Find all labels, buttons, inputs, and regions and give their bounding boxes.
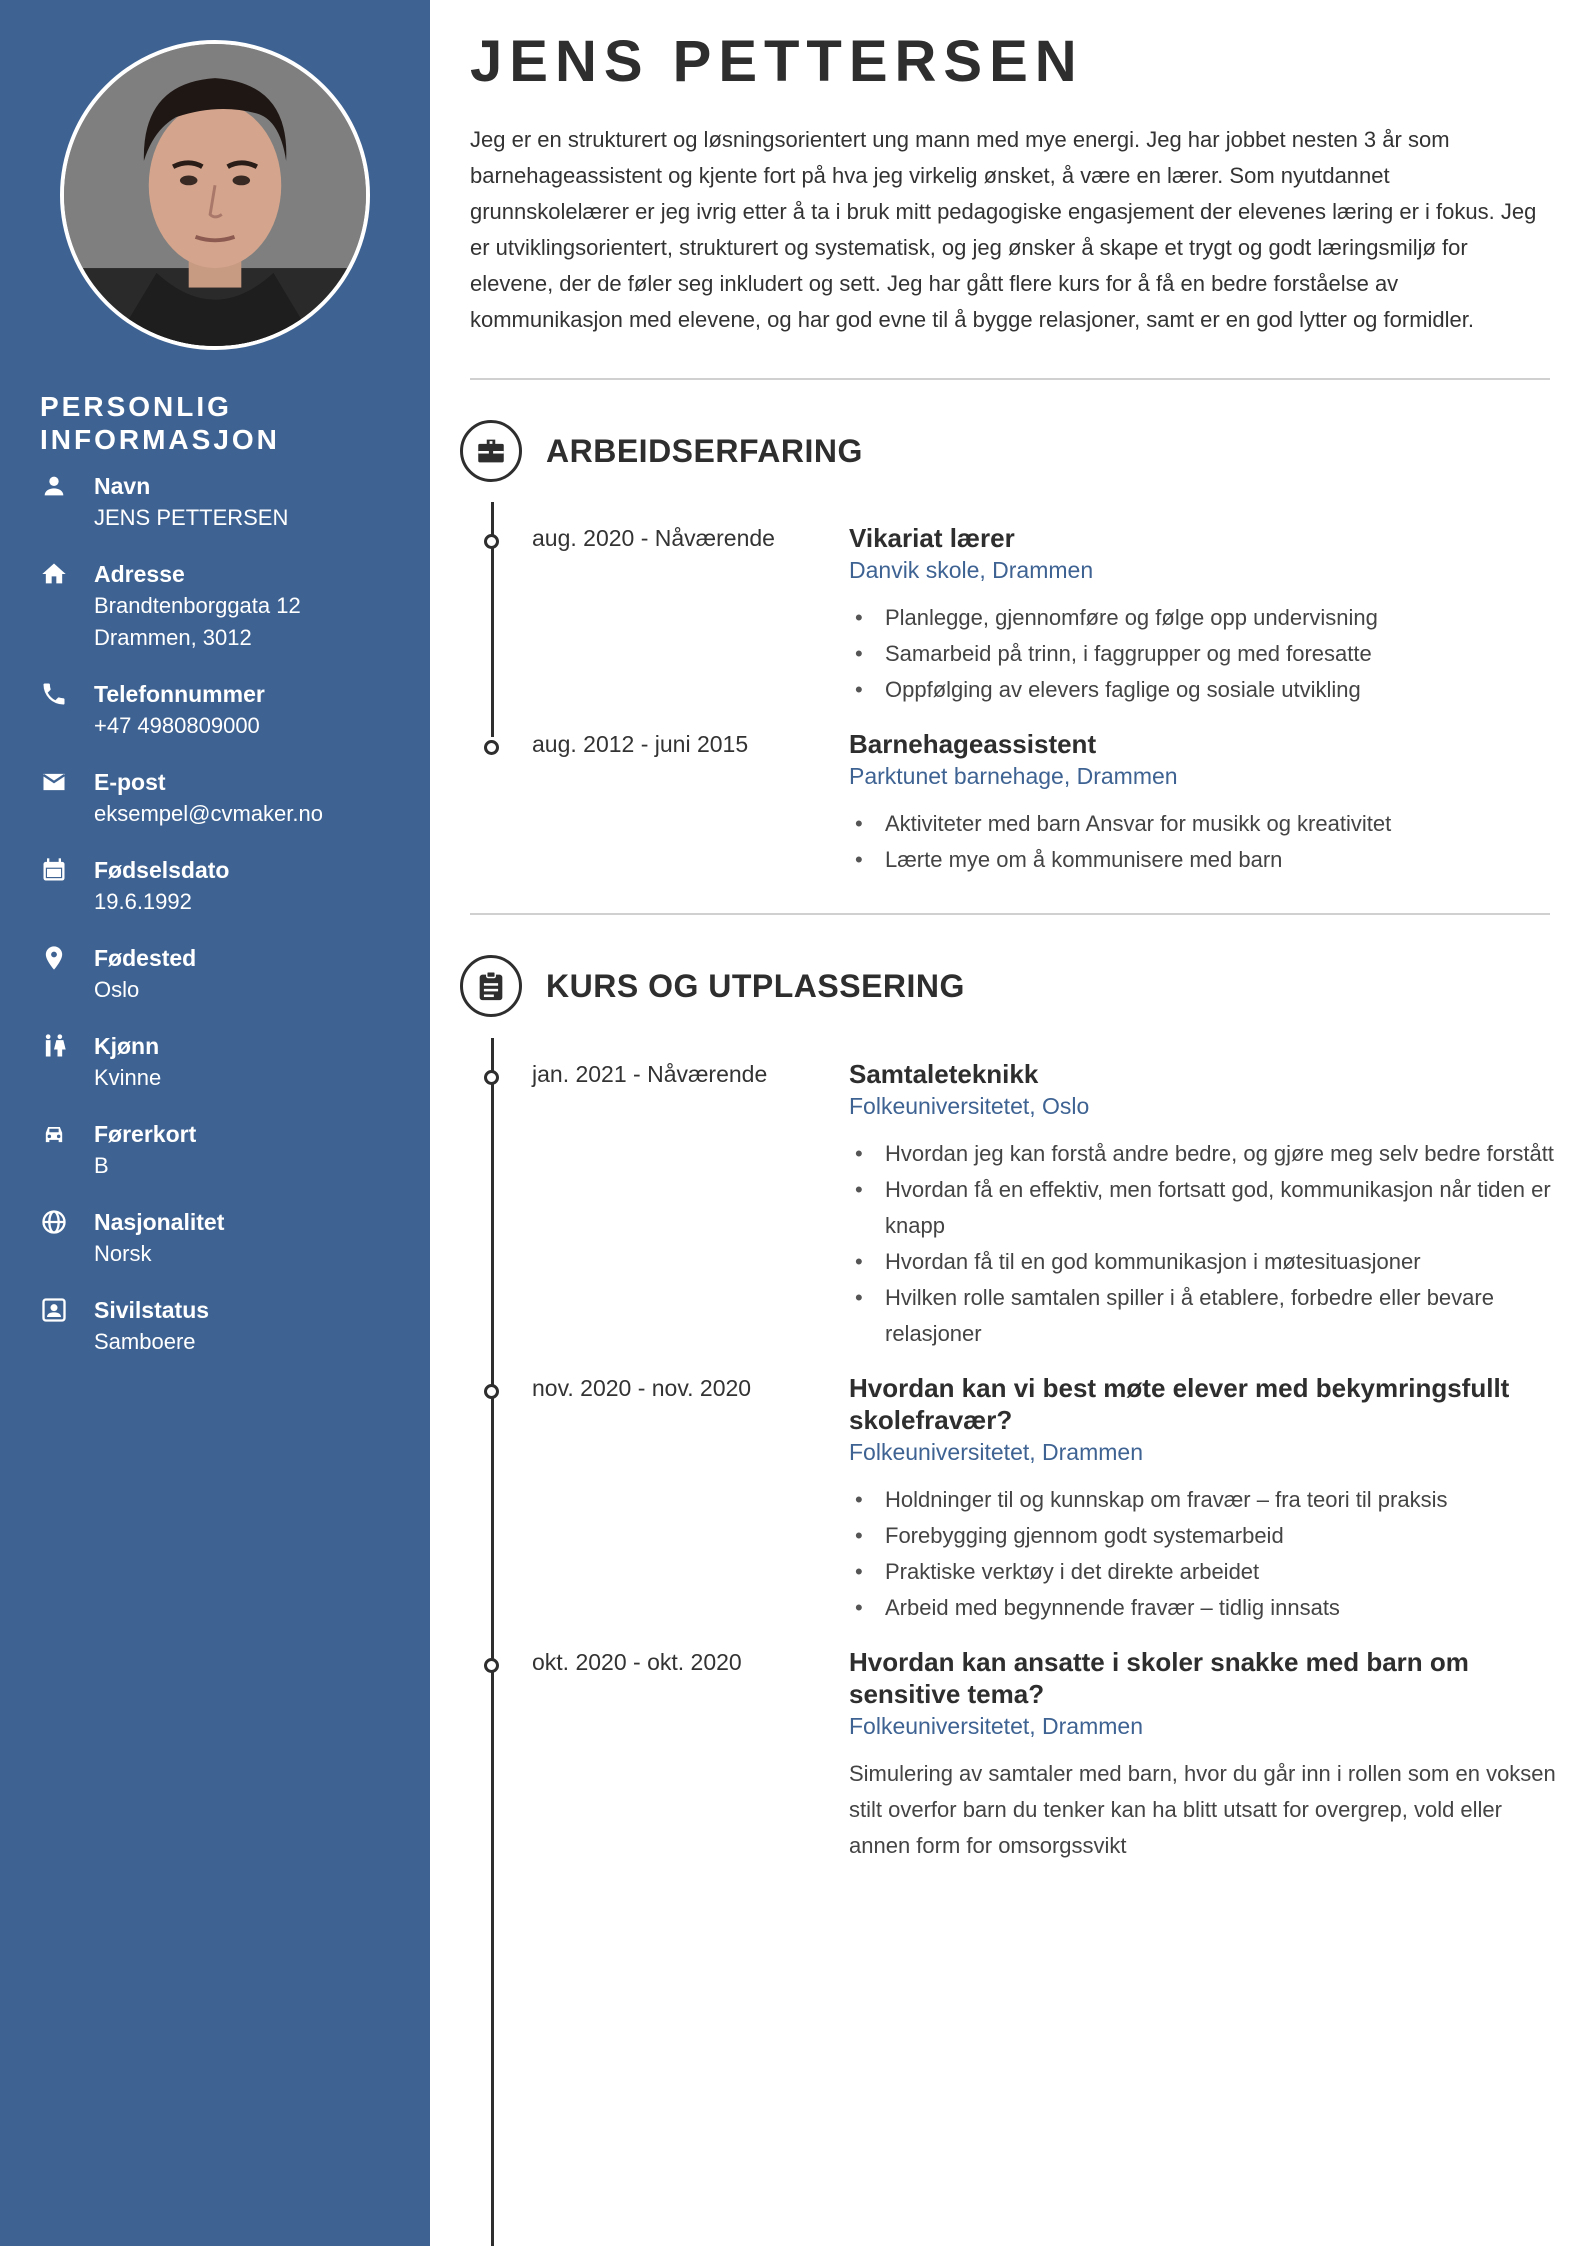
info-value: Oslo [94,977,140,1002]
work-section-title: ARBEIDSERFARING [546,432,863,469]
bullet-item: • Hvordan få en effektiv, men fortsatt god, kommunikasjon når tiden er knapp [849,1172,1559,1244]
entry-bullets [849,1482,1559,1626]
bullet-item: • Lærte mye om å kommunisere med barn [849,842,1559,878]
bullet-item: • Oppfølging av elevers faglige og sosiale utvikling [849,672,1559,708]
gender-icon [40,1032,68,1060]
info-value: Kvinne [94,1065,162,1090]
entry-date: nov. 2020 - nov. 2020 [532,1375,752,1401]
info-label: Telefonnummer [94,681,265,707]
entry-title: Hvordan kan ansatte i skoler snakke med barn om sensitive tema? [849,1647,1469,1709]
entry-bullets [849,806,1559,878]
mail-icon [40,768,68,796]
info-label: Adresse [94,561,185,587]
bullet-item: • Samarbeid på trinn, i faggrupper og med foresatte [849,636,1559,672]
courses-section-title: KURS OG UTPLASSERING [546,967,965,1004]
entry-organization: Parktunet barnehage, Drammen [849,763,1178,789]
info-item-name [40,470,410,534]
full-name: JENS PETTERSEN [470,29,1084,94]
bullet-item: • Forebygging gjennom godt systemarbeid [849,1518,1559,1554]
timeline-dot [484,1384,499,1399]
phone-icon [40,680,68,708]
divider [470,378,1550,380]
info-item-nationality [40,1206,410,1270]
car-icon [40,1120,68,1148]
info-label: Fødselsdato [94,857,230,883]
timeline-dot [484,1070,499,1085]
entry-date: jan. 2021 - Nåværende [532,1061,768,1087]
home-icon [40,560,68,588]
entry-description: Simulering av samtaler med barn, hvor du går inn i rollen som en voksen stilt overfor barn du tenker kan ha blitt utsatt for overgrep, vold eller annen form for omsorgssvikt [849,1761,1556,1858]
entry-title: Hvordan kan vi best møte elever med bekymringsfullt skolefravær? [849,1373,1510,1435]
entry-title: Samtaleteknikk [849,1059,1039,1089]
info-item-civil-status [40,1294,410,1358]
info-value: Samboere [94,1329,196,1354]
bullet-item: • Praktiske verktøy i det direkte arbeidet [849,1554,1559,1590]
contact-card-icon [40,1296,68,1324]
entry-bullets [849,1136,1559,1352]
info-item-email [40,766,410,830]
entry-organization: Folkeuniversitetet, Drammen [849,1713,1143,1739]
profile-summary: Jeg er en strukturert og løsningsorientert ung mann med mye energi. Jeg har jobbet nesten 3 år som barnehageassistent og kjente fort på hva jeg virkelig ønsket, å være en lærer. Som nyutdannet grunnskolelærer er jeg ivrig etter å ta i bruk mitt pedagogiske engasjement der elevenes læring er i fokus. Jeg er utviklingsorientert, strukturert og systematisk, og jeg ønsker å skape et trygt og godt læringsmiljø for elevene, der de føler seg inkludert og sett. Jeg har gått flere kurs for å få en bedre forståelse av kommunikasjon med elevene, og har god evne til å bygge relasjoner, samt er en god lytter og formidler. [470,127,1537,332]
info-item-birthplace [40,942,410,1006]
info-item-drivers-license [40,1118,410,1182]
person-icon [40,472,68,500]
info-label: E-post [94,769,166,795]
info-label: Kjønn [94,1033,160,1059]
bullet-item: • Planlegge, gjennomføre og følge opp undervisning [849,600,1559,636]
clipboard-icon [460,955,522,1017]
sidebar [0,0,430,2246]
courses-section-header [460,955,965,1017]
entry-date: aug. 2012 - juni 2015 [532,731,749,757]
divider [470,913,1550,915]
personal-info-list [40,470,410,1382]
info-label: Nasjonalitet [94,1209,225,1235]
bullet-item: • Holdninger til og kunnskap om fravær – fra teori til praksis [849,1482,1559,1518]
info-value: Norsk [94,1241,152,1266]
personal-info-title: PERSONLIG INFORMASJON [40,391,280,455]
info-value: JENS PETTERSEN [94,505,289,530]
timeline-line [491,1038,494,2246]
timeline-dot [484,740,499,755]
info-label: Sivilstatus [94,1297,210,1323]
bullet-item: • Hvilken rolle samtalen spiller i å etablere, forbedre eller bevare relasjoner [849,1280,1559,1352]
entry-organization: Folkeuniversitetet, Oslo [849,1093,1090,1119]
info-item-address [40,558,410,654]
bullet-item: • Hvordan få til en god kommunikasjon i møtesituasjoner [849,1244,1559,1280]
info-label: Førerkort [94,1121,197,1147]
info-label: Fødested [94,945,197,971]
entry-title: Vikariat lærer [849,523,1015,553]
entry-date: aug. 2020 - Nåværende [532,525,775,551]
calendar-icon [40,856,68,884]
info-value: B [94,1153,109,1178]
bullet-item: • Hvordan jeg kan forstå andre bedre, og gjøre meg selv bedre forstått [849,1136,1559,1172]
info-item-phone [40,678,410,742]
info-item-gender [40,1030,410,1094]
info-label: Navn [94,473,151,499]
entry-organization: Folkeuniversitetet, Drammen [849,1439,1143,1465]
entry-title: Barnehageassistent [849,729,1097,759]
briefcase-icon [460,420,522,482]
globe-icon [40,1208,68,1236]
profile-photo [60,40,370,350]
work-section-header [460,420,863,482]
info-value: +47 4980809000 [94,713,260,738]
entry-organization: Danvik skole, Drammen [849,557,1094,583]
location-pin-icon [40,944,68,972]
info-value: 19.6.1992 [94,889,192,914]
bullet-item: • Aktiviteter med barn Ansvar for musikk og kreativitet [849,806,1559,842]
bullet-item: • Arbeid med begynnende fravær – tidlig innsats [849,1590,1559,1626]
info-value: Brandtenborggata 12 Drammen, 3012 [94,593,301,650]
info-value: eksempel@cvmaker.no [94,801,323,826]
info-item-birthdate [40,854,410,918]
timeline-dot [484,534,499,549]
timeline-dot [484,1658,499,1673]
entry-bullets [849,600,1559,708]
entry-date: okt. 2020 - okt. 2020 [532,1649,742,1675]
main-content [430,0,1588,2246]
